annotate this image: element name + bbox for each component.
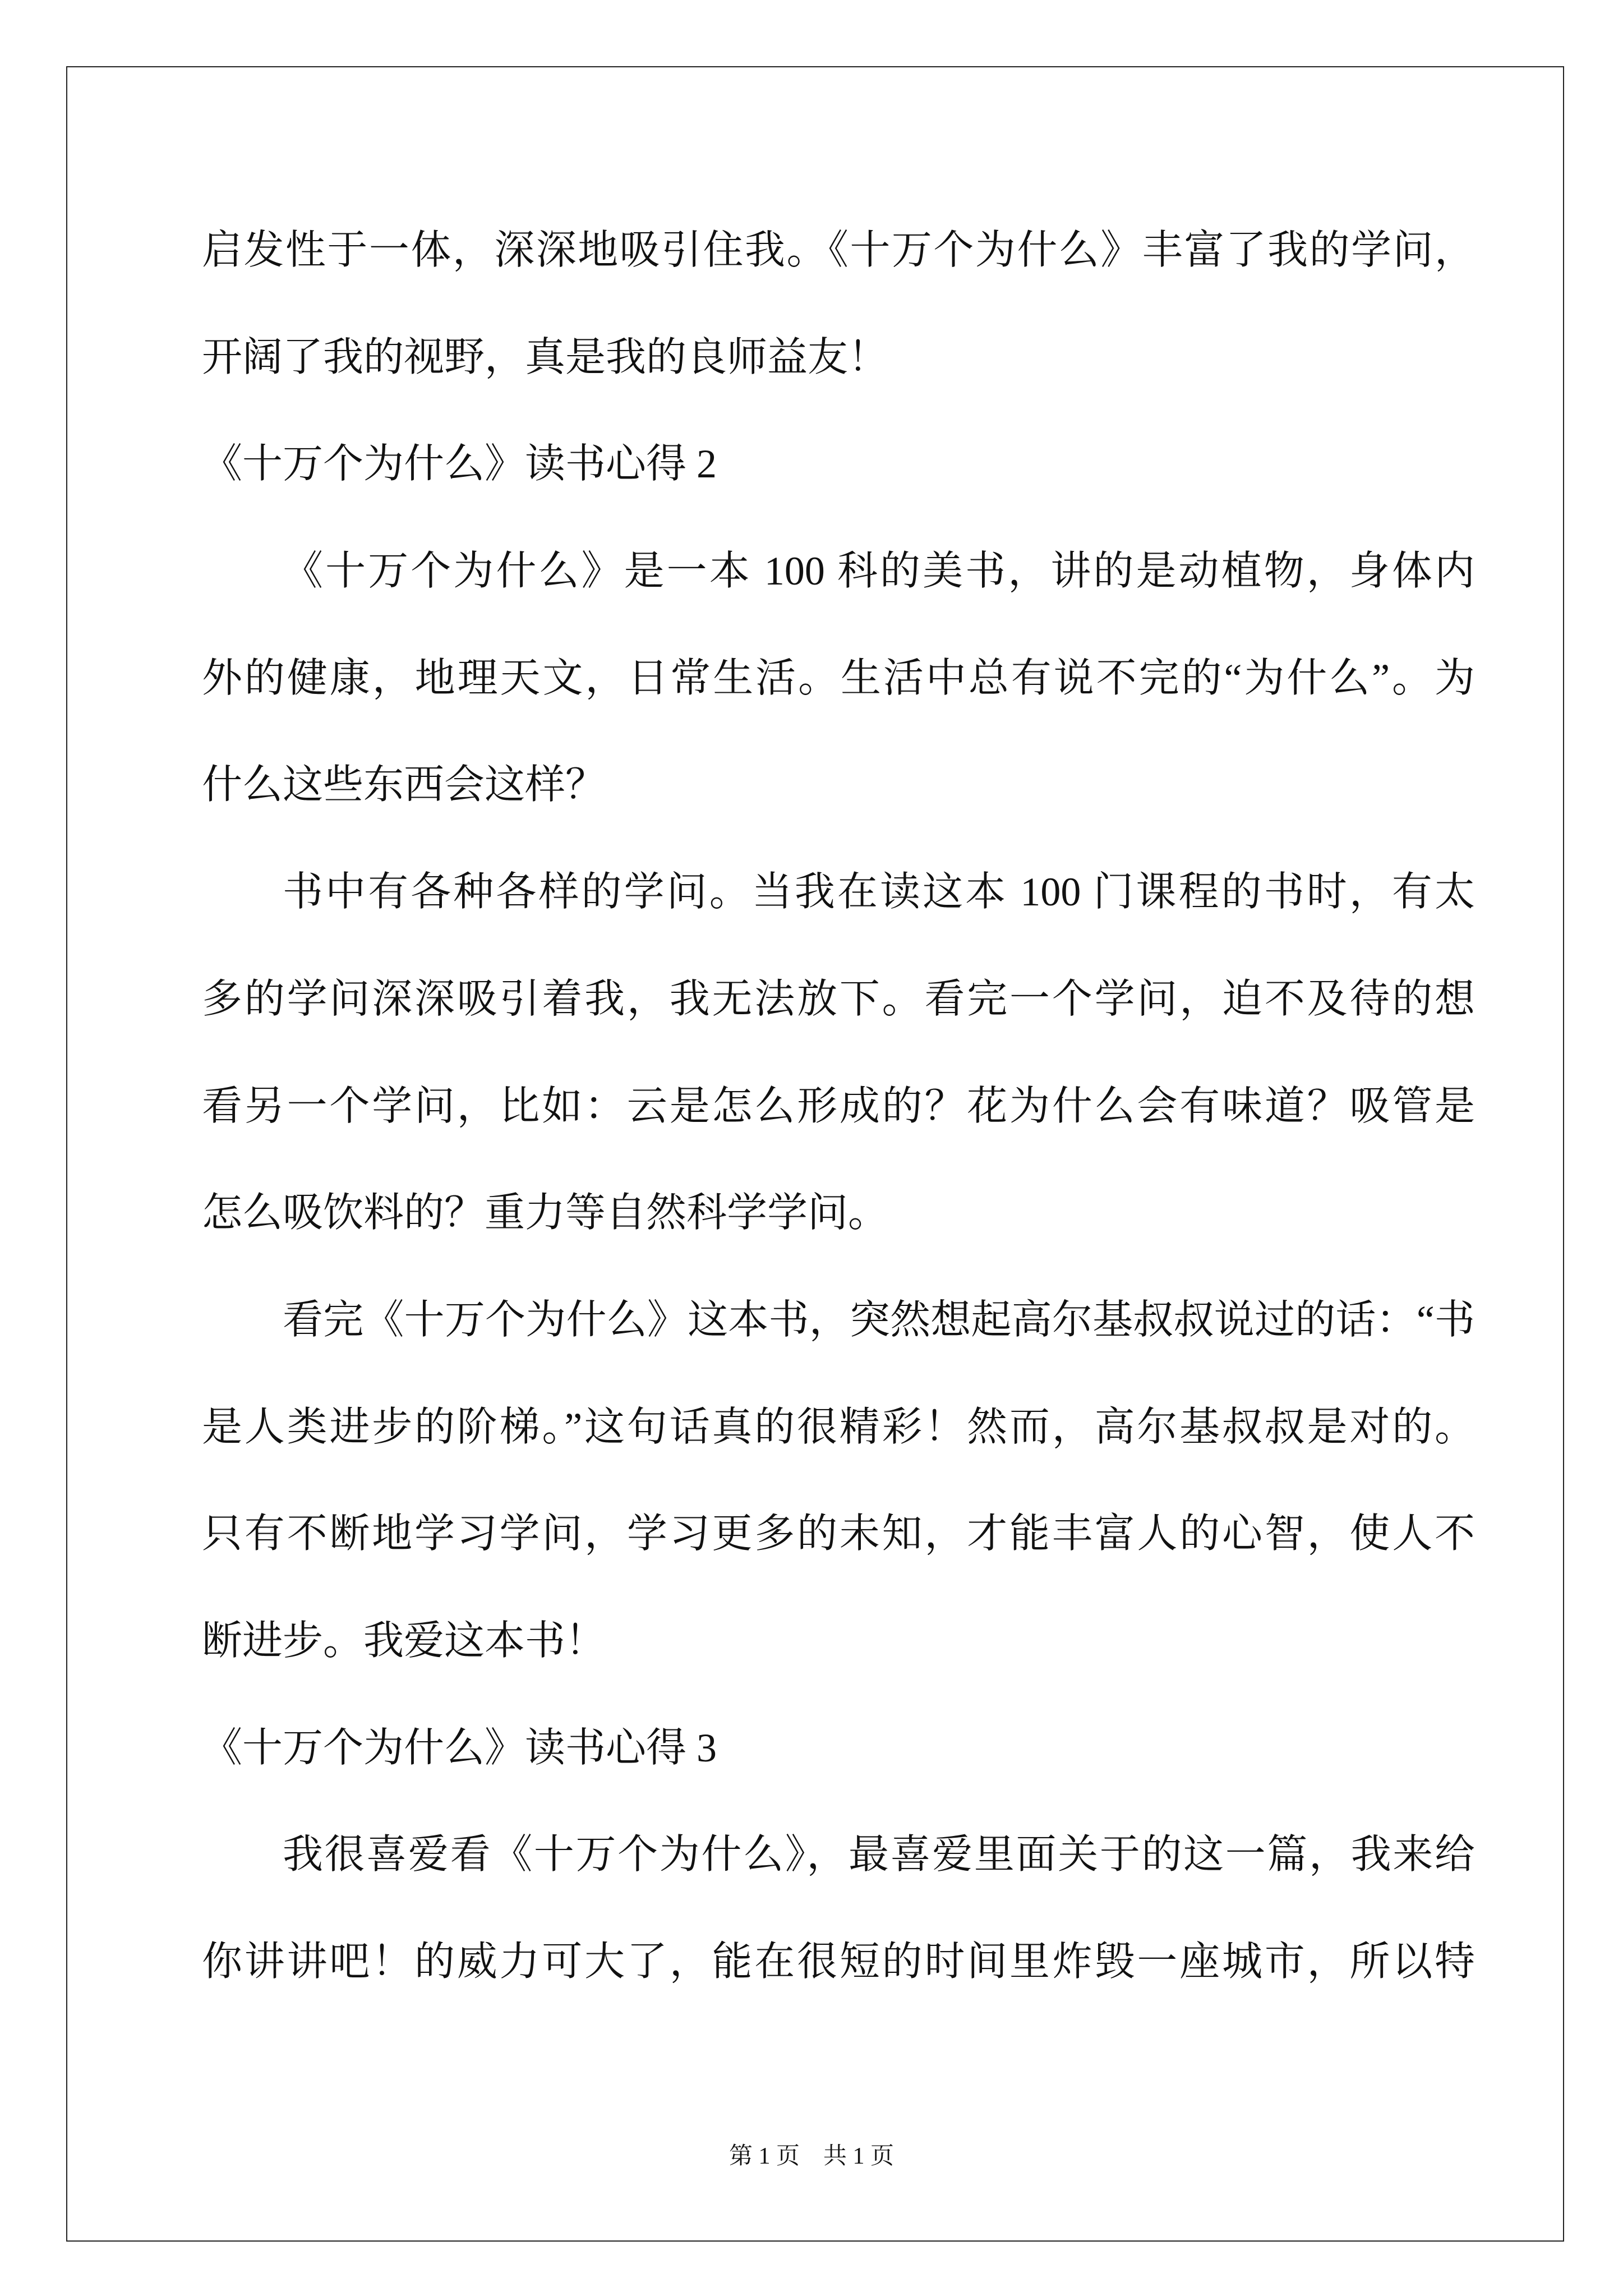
text-line: 是人类进步的阶梯。”这句话真的很精彩！然而，高尔基叔叔是对的。 [202,1404,1475,1450]
text-line: 《十万个为什么》是一本 100 科的美书，讲的是动植物，身体内 [283,549,1475,594]
text-line: 什么这些东西会这样？ [202,762,606,808]
text-line: 多的学问深深吸引着我，我无法放下。看完一个学问，迫不及待的想 [202,976,1475,1022]
paragraph [202,839,1475,1267]
section-heading: 《十万个为什么》读书心得 3 [202,1725,717,1770]
text-line: 开阔了我的视野，真是我的良师益友！ [202,334,889,380]
text-line: 启发性于一体，深深地吸引住我。《十万个为什么》丰富了我的学问， [202,228,1475,273]
section-reading-notes-3 [202,1695,1475,2016]
page-footer: 第 1 页 共 1 页 [728,2143,894,2169]
text-line: 书中有各种各样的学问。当我在读这本 100 门课程的书时，有太 [283,869,1475,915]
text-line: 看完《十万个为什么》这本书，突然想起高尔基叔叔说过的话：“书 [283,1297,1475,1342]
paragraph [202,518,1475,839]
section-heading: 《十万个为什么》读书心得 2 [202,441,717,487]
continued-paragraph [202,197,1475,411]
text-line: 你讲讲吧！的威力可大了，能在很短的时间里炸毁一座城市，所以特 [202,1939,1475,1984]
text-line: 看另一个学问，比如：云是怎么形成的？花为什么会有味道？吸管是 [202,1083,1475,1129]
paragraph [202,1267,1475,1695]
text-line: 我很喜爱看《十万个为什么》，最喜爱里面关于的这一篇，我来给 [283,1832,1475,1878]
text-line: 怎么吸饮料的？重力等自然科学学问。 [202,1190,889,1236]
section-reading-notes-2 [202,411,1475,1694]
paragraph [202,1801,1475,2015]
text-line: 外的健康，地理天文，日常生活。生活中总有说不完的“为什么”。为 [202,655,1475,701]
page-body [202,197,1475,2016]
text-line: 只有不断地学习学问，学习更多的未知，才能丰富人的心智，使人不 [202,1511,1475,1557]
text-line: 断进步。我爱这本书！ [202,1618,606,1663]
